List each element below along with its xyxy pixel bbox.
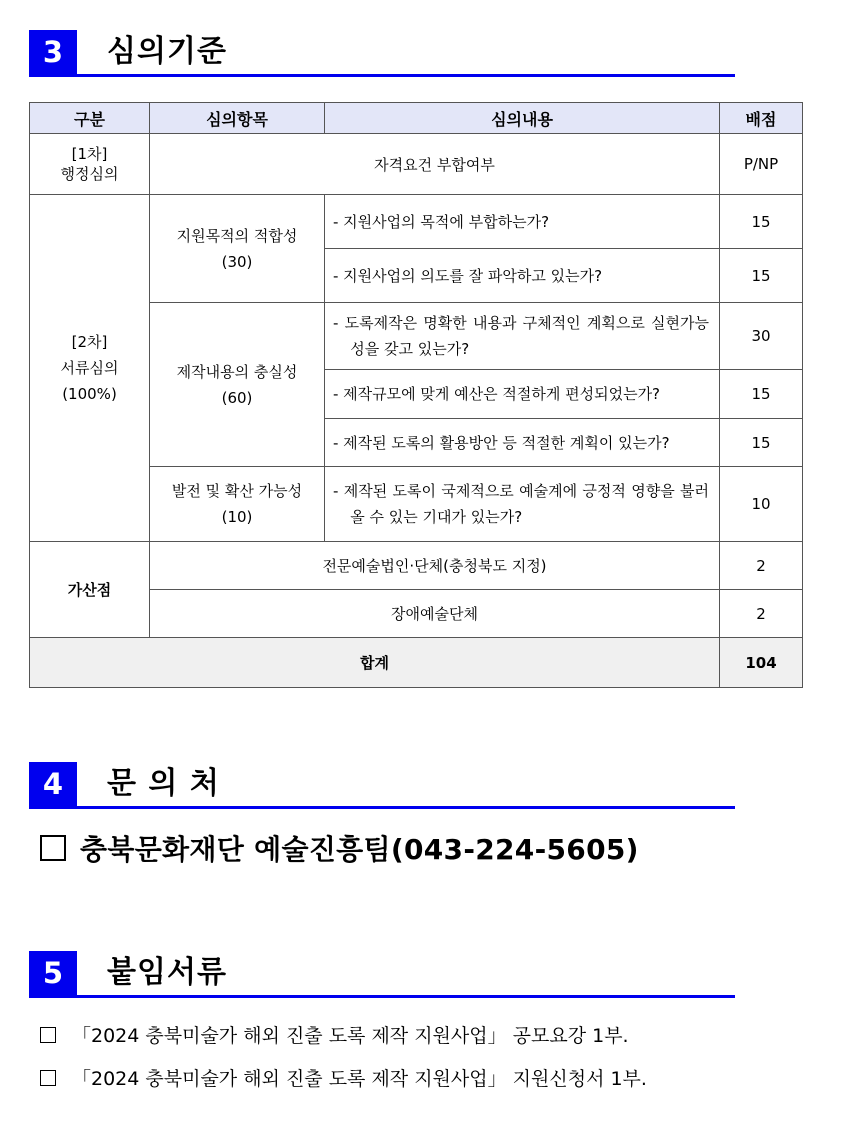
score-cell: 10 xyxy=(720,467,803,542)
section-title: 붙임서류 xyxy=(107,955,227,990)
attachment-text: 「2024 충북미술가 해외 진출 도록 제작 지원사업」 지원신청서 1부. xyxy=(72,1068,647,1090)
table-row xyxy=(30,542,803,590)
section-title: 문 의 처 xyxy=(107,766,220,801)
attachment-item xyxy=(40,1064,647,1091)
phase1-label: [1차] 행정심의 xyxy=(30,134,150,195)
bonus-content: 전문예술법인·단체(충청북도 지정) xyxy=(150,542,720,590)
header-score: 배점 xyxy=(720,103,803,134)
table-header-row xyxy=(30,103,803,134)
review-content: - 지원사업의 목적에 부합하는가? xyxy=(325,195,720,249)
score-cell: 15 xyxy=(720,249,803,303)
review-item: 제작내용의 충실성 (60) xyxy=(150,303,325,467)
score-cell: 2 xyxy=(720,542,803,590)
total-score: 104 xyxy=(720,638,803,688)
section-3-header xyxy=(29,30,735,78)
section-4-header xyxy=(29,762,735,810)
section-number: 4 xyxy=(29,762,77,806)
total-row xyxy=(30,638,803,688)
review-content: - 도록제작은 명확한 내용과 구체적인 계획으로 실현가능성을 갖고 있는가? xyxy=(325,303,720,370)
section-number: 3 xyxy=(29,30,77,74)
attachment-text: 「2024 충북미술가 해외 진출 도록 제작 지원사업」 공모요강 1부. xyxy=(72,1025,629,1047)
contact-text: 충북문화재단 예술진흥팀(043-224-5605) xyxy=(80,833,639,866)
table-row xyxy=(30,134,803,195)
review-content: - 제작된 도록의 활용방안 등 적절한 계획이 있는가? xyxy=(325,419,720,467)
phase1-score: P/NP xyxy=(720,134,803,195)
section-number: 5 xyxy=(29,951,77,995)
score-cell: 30 xyxy=(720,303,803,370)
section-underline xyxy=(29,74,735,77)
section-title: 심의기준 xyxy=(107,34,227,69)
score-cell: 15 xyxy=(720,195,803,249)
review-content: - 지원사업의 의도를 잘 파악하고 있는가? xyxy=(325,249,720,303)
review-content: - 제작규모에 맞게 예산은 적절하게 편성되었는가? xyxy=(325,370,720,419)
score-cell: 15 xyxy=(720,419,803,467)
criteria-table xyxy=(29,102,803,688)
score-cell: 2 xyxy=(720,590,803,638)
section-5-header xyxy=(29,951,735,999)
checkbox-square-icon xyxy=(40,1070,56,1086)
bonus-content: 장애예술단체 xyxy=(150,590,720,638)
header-item: 심의항목 xyxy=(150,103,325,134)
review-content: - 제작된 도록이 국제적으로 예술계에 긍정적 영향을 불러올 수 있는 기대가 있는가? xyxy=(325,467,720,542)
section-underline xyxy=(29,995,735,998)
attachment-item xyxy=(40,1021,629,1048)
section-underline xyxy=(29,806,735,809)
checkbox-square-icon xyxy=(40,1027,56,1043)
table-row xyxy=(30,195,803,249)
total-label: 합계 xyxy=(30,638,720,688)
review-item: 지원목적의 적합성 (30) xyxy=(150,195,325,303)
contact-line xyxy=(40,828,639,868)
score-cell: 15 xyxy=(720,370,803,419)
review-item: 발전 및 확산 가능성 (10) xyxy=(150,467,325,542)
header-category: 구분 xyxy=(30,103,150,134)
phase2-label: [2차] 서류심의 (100%) xyxy=(30,195,150,542)
header-content: 심의내용 xyxy=(325,103,720,134)
checkbox-square-icon xyxy=(40,835,66,861)
bonus-label: 가산점 xyxy=(30,542,150,638)
phase1-content: 자격요건 부합여부 xyxy=(150,134,720,195)
